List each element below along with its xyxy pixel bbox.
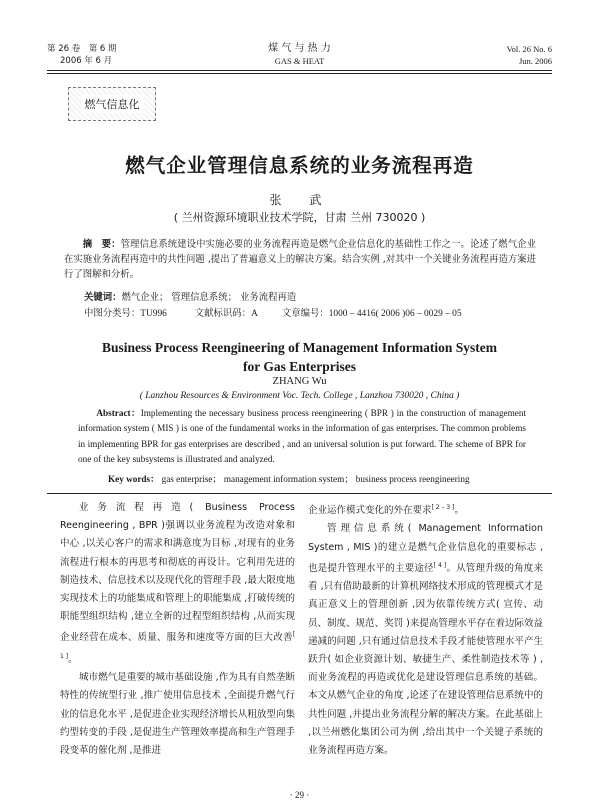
abstract-en-label: Abstract： (96, 408, 141, 418)
keywords-cn-label: 关键词： (84, 292, 122, 303)
body-left-paragraph-1 (60, 499, 295, 669)
body-left-paragraph-2: 城市燃气是重要的城市基础设施 ,作为具有自然垄断特性的传统型行业 ,推广使用信息技术 ,全面提升燃气行业的信息化水平 ,是促进企业实现经济增长从粗放型向集约型转变的手段 ,是促进生产管理效率提高和生产管理手段变革的催化剂 ,是推进 (60, 672, 295, 756)
citation-4: [ 4 ] (433, 561, 447, 569)
journal-name-en: GAS & HEAT (274, 56, 325, 66)
abstract-bottom-rule (47, 493, 552, 494)
article-no-label: 文章编号： (281, 308, 329, 319)
journal-name: 煤 气 与 热 力 (268, 43, 331, 54)
body-right-p2-text-b: 。从管理升级的角度来看 ,只有借助最新的计算机网络技术形成的管理模式才是真正意义上的管理创新 ,因为依靠传统方式( 宣传、动员、制度、规范、奖罚 )来提高管理水平存在着边际效益递减的问题 ,只有通过信息技术手段才能使管理水平产生跃升( 如企业资源计划、敏捷生产、柔性制造技术等 ) ,而业务流程的再造或优化是建设管理信息系统的基础。本文从燃气企业的角度 ,论述了在建设管理信息系统中的共性问题 ,并提出业务流程分解的解决方案。在此基础上 ,以兰州燃化集团公司为例 ,给出其中一个关键子系统的业务流程再造方案。 (308, 562, 543, 756)
body-right-p1-text: 企业运作模式变化的外在要求 (308, 505, 432, 517)
page-number: · 29 · (289, 790, 310, 800)
doc-code-value: A (251, 309, 258, 319)
body-column-left (60, 499, 295, 760)
section-badge (68, 87, 156, 121)
body-right-p1-end: 。 (454, 505, 464, 517)
author-affiliation: ( 兰州资源环境职业技术学院，甘肃 兰州 730020 ) (173, 211, 426, 224)
citation-2-3: [ 2 – 3 ] (431, 504, 455, 511)
keywords-cn (84, 290, 296, 305)
body-left-p1-end: 。 (68, 653, 78, 665)
header-rule (47, 70, 552, 74)
abstract-cn-label: 摘 要： (82, 239, 121, 250)
body-right-p2-text-a: 管理信息系统( Management Information System , MIS )的建立是燃气企业信息化的重要标志 ,也是提升管理水平的主要途径 (308, 523, 543, 574)
body-column-right (308, 499, 543, 760)
paper-title-en-line2: for Gas Enterprises (243, 359, 356, 374)
journal-volume: 第 26 卷 第 6 期 (47, 44, 117, 54)
keywords-cn-text: 燃气企业； 管理信息系统； 业务流程再造 (121, 292, 297, 303)
clc-value: TU996 (140, 309, 167, 319)
keywords-en-text: gas enterprise； management information system； business process reengineering (161, 474, 470, 484)
clc-label: 中图分类号： (84, 308, 141, 319)
body-left-p1-text: 业务流程再造( Business Process Reengineering , BPR )强调以业务流程为改造对象和中心 ,以关心客户的需求和满意度为目标 ,对现有的业务流程进行根本的再思考和彻底的再设计。它利用先进的制造技术、信息技术以及现代化的管理手段 ,最大限度地实现技术上的功能集成和管理上的职能集成 ,打破传统的职能型组织结构 ,建立全新的过程型组织结构 ,从而实现企业经营在成本、质量、服务和速度等方面的巨大改善 (60, 502, 295, 644)
author-name: 张 武 (269, 193, 330, 207)
abstract-cn (64, 237, 536, 283)
abstract-en-text: Implementing the necessary business process reengineering ( BPR ) in the construction of management information system ( MIS ) is one of the fundamental works in the information of gas enterprises. The common problems in implementing BPR for gas enterprises are described , and an universal solution is put forward. The scheme of BPR for one of the key subsystems is illustrated and analyzed. (78, 408, 526, 464)
section-badge-label: 燃气信息化 (81, 95, 144, 113)
journal-volume-en: Vol. 26 No. 6 (506, 44, 552, 54)
author-name-en: ZHANG Wu (272, 376, 327, 387)
journal-date: 2006 年 6 月 (60, 56, 113, 66)
citation-1: [ 1 ] (60, 631, 295, 660)
keywords-en-label: Key words： (108, 474, 160, 484)
paper-title-en (0, 338, 599, 376)
body-right-paragraph-1 (308, 499, 543, 520)
author-affiliation-en: ( Lanzhou Resources & Environment Voc. Tech. College , Lanzhou 730020 , China ) (139, 391, 460, 401)
paper-title: 燃气企业管理信息系统的业务流程再造 (125, 154, 474, 177)
classification-line (84, 306, 544, 322)
journal-date-en: Jun. 2006 (518, 56, 552, 66)
paper-title-en-line1: Business Process Reengineering of Management Information System (102, 340, 497, 355)
article-no-value: 1000 – 4416( 2006 )06 – 0029 – 05 (328, 309, 462, 319)
doc-code-label: 文献标识码： (194, 308, 252, 319)
keywords-en (108, 472, 528, 487)
abstract-cn-text: 管理信息系统建设中实施必要的业务流程再造是燃气企业信息化的基础性工作之一。论述了燃气企业在实施业务流程再造中的共性问题 ,提出了普遍意义上的解决方案。结合实例 ,对其中一个关键业务流程再造方案进行了图解和分析。 (64, 239, 536, 281)
body-right-paragraph-2 (308, 520, 543, 760)
abstract-en (78, 406, 526, 467)
